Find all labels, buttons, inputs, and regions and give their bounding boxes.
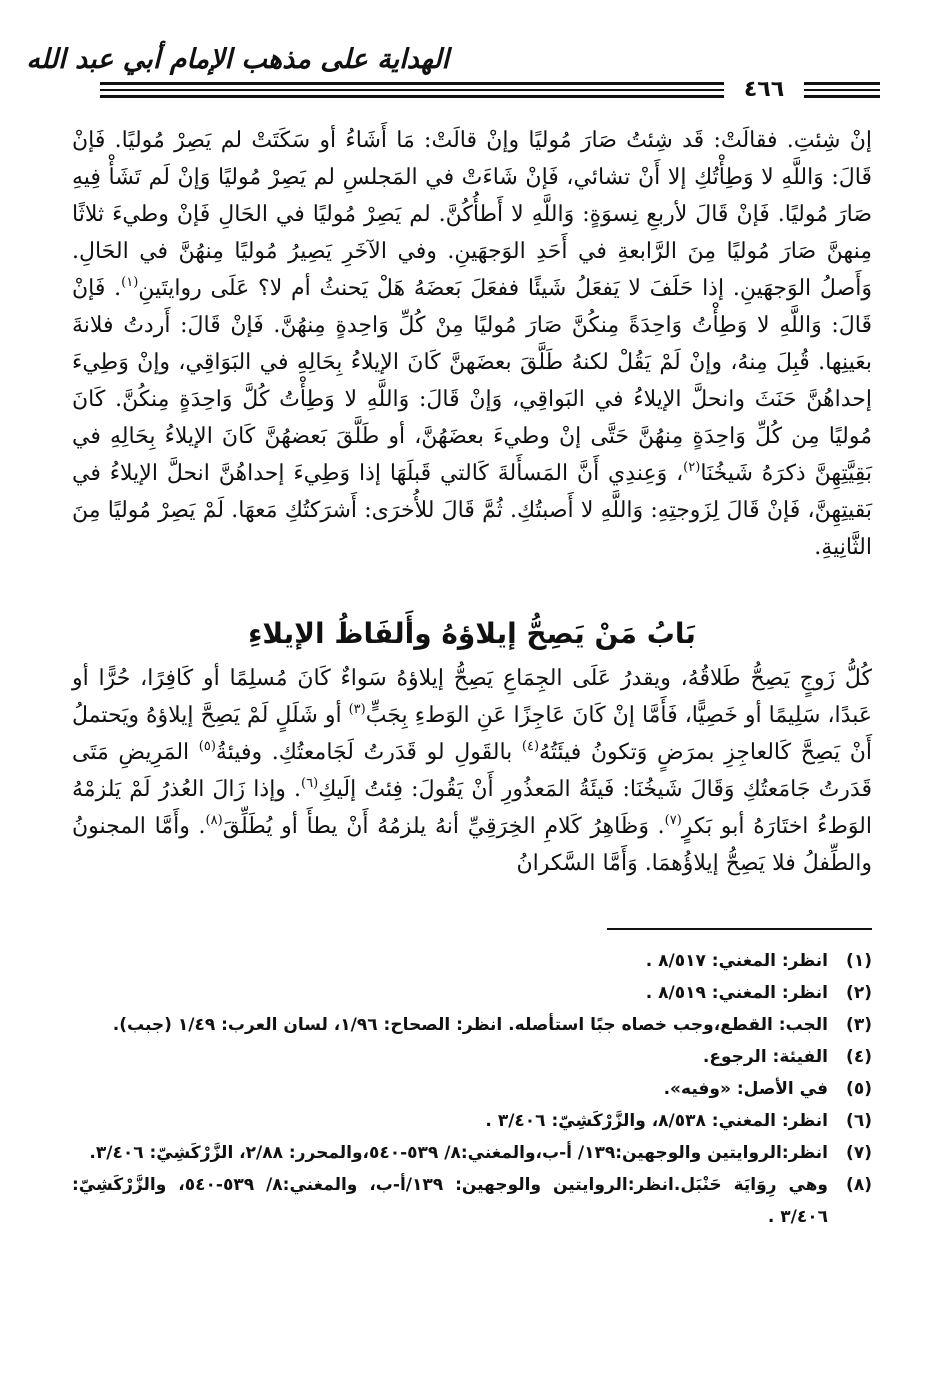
footnote-text: الفيئة: الرجوع.: [702, 1047, 828, 1067]
footnote-ref[interactable]: (١): [121, 275, 139, 290]
main-paragraph: [72, 122, 872, 566]
text-segment: . وأَمَّا المجنونُ والطِّفلُ فلا يَصِحُّ إيلاؤُهمَا. وَأَمَّا السَّكرانُ: [72, 814, 872, 876]
text-segment: . فَإنْ قَالَ: وَاللَّهِ لا وَطِأْتُ وَاحِدَةً مِنكُنَّ صَارَ مُوليًا مِنْ كُلِّ وَاحِدةٍ مِنهُنَّ. فَإنْ قَالَ: أَردتُ فلانةَ بعَينِها. قُبِلَ مِنهُ، وإنْ لَمْ يَقُلْ لكنهُ طَلَّقَ بعضَهنَّ كَانَ الإيلاءُ بِحَالِهِ في البَوَاقِي، وإنْ وَطِيءَ إحداهُنَّ حَنَثَ وانحلَّ الإيلاءُ في البَواقِي، وَإنْ قَالَ: وَاللَّهِ لا وَطِأْتُ كُلَّ وَاحِدَةٍ مِنكُنَّ. كَانَ مُوليًا مِن كُلِّ وَاحِدَةٍ مِنهُنَّ حَتَّى إنْ وطيءَ بعضَهُنَّ، أو طَلَّقَ بَعضهُنَّ كَانَ الإيلاءُ بِحَالِهِ في بَقِيَّتِهِنَّ ذكرَهُ شَيخُنَا: [72, 276, 872, 486]
footnote-item: [72, 945, 872, 977]
footnote-item: [72, 1073, 872, 1105]
footnote-ref[interactable]: (٣): [348, 702, 366, 717]
footnote-item: [72, 1137, 872, 1169]
footnote-ref[interactable]: (٨): [205, 813, 223, 828]
footnote-item: [72, 1105, 872, 1137]
footnote-ref[interactable]: (٦): [301, 776, 319, 791]
footnote-text: انظر: المغني: ٨/٥٣٨، والزَّرْكَشِيّ: ٣/٤٠٦ .: [485, 1111, 828, 1131]
footnote-item: [72, 1009, 872, 1041]
footnote-number: (٣): [846, 1015, 872, 1035]
footnote-text: وهي رِوَايَة حَنْبَل.انظر:الروايتين والوجهين: ١٣٩/أ-ب، والمغني:٨/ ٥٣٩-٥٤٠، والزَّرْكَشِيّ: ٣/٤٠٦ .: [72, 1175, 828, 1227]
text-segment: كُلُّ زَوجٍ يَصِحُّ طَلاقُهُ، ويقدرُ عَلَى الجِمَاعِ يَصِحُّ إيلاؤهُ سَواءٌ كَانَ مُسلِمًا أو كَافِرًا، حُرًّا أو عَبدًا، سَلِيمًا أو خَصِيًّا، فَأَمَّا إنْ كَانَ عَاجِزًا عَنِ الوَطءِ بِجَبٍّ: [72, 666, 872, 728]
footnote-text: في الأصل: «وفيه».: [663, 1079, 828, 1099]
footnote-text: انظر:الروايتين والوجهين:١٣٩/ أ-ب،والمغني:٨/ ٥٣٩-٥٤٠،والمحرر: ٢/٨٨، الزَّرْكَشِيّ: ٣/٤٠٦.: [89, 1143, 828, 1163]
footnote-text: الجب: القطع،وجب خصاه جبًا استأصله. انظر: الصحاح: ١/٩٦، لسان العرب: ١/٤٩ (جبب).: [112, 1015, 828, 1035]
footnote-text: انظر: المغني: ٨/٥١٩ .: [645, 983, 828, 1003]
footnote-ref[interactable]: (٢): [683, 460, 701, 475]
section-text-block: [72, 660, 872, 882]
text-segment: إنْ شِئتِ. فقالَتْ: قَد شِئتُ صَارَ مُوليًا وإنْ قالَتْ: مَا أَشَاءُ أو سَكَتَتْ لم يَصِرْ مُوليًا. فَإنْ قَالَ: وَاللَّهِ لا وَطِأْتُكِ إلا أَنْ تشائي، فَإنْ شَاءَتْ في المَجلسِ لم يَصِرْ مُوليًا وَإنْ لَم تَشَأْ فِيهِ صَارَ مُوليًا. فَإنْ قَالَ لأربعِ نِسوَةٍ: وَاللَّهِ لا أَطأُكُنَّ. لم يَصِرْ مُوليًا في الحَالِ فَإنْ وطيءَ ثلاثًا مِنهنَّ صَارَ مُوليًا مِنَ الرَّابعةِ في أَحَدِ الوَجهَينِ. وفي الآخَرِ يَصِيرُ مُوليًا مِنهُنَّ في الحَالِ. وَأَصلُ الوَجهَينِ. إذا حَلَفَ لا يَفعَلُ شَيئًا ففعَلَ بَعضَهُ هَلْ يَحنثُ أم لا؟ عَلَى روايتَينِ: [72, 128, 872, 301]
text-segment: . وإذا زَالَ العُذرُ لَمْ يَلزمْهُ الوَطءُ اختَارَهُ أبو بَكرٍ: [72, 777, 872, 839]
footnote-item: [72, 1169, 872, 1233]
section-paragraph: [72, 660, 872, 882]
footnote-number: (٨): [846, 1175, 872, 1195]
text-segment: المَرِيضِ مَتَى قَدَرتُ جَامَعتُكِ وَقَالَ شَيخُنَا: فَيئَةُ المَعذُورِ أَنْ يَقُولَ: فِئتُ إلَيكِ: [72, 740, 872, 802]
text-segment: بالقَولِ لو قَدَرتُ لَجَامعتُكِ. وفيئةُ: [215, 740, 522, 765]
footnote-number: (٥): [846, 1079, 872, 1099]
footnotes-list: [72, 945, 872, 1233]
text-segment: أو شَلَلٍ لَمْ يَصِحَّ إيلاؤهُ ويَحتملُ أَنْ يَصِحَّ كَالعاجِزِ بمرَضٍ وَتكونُ فيئَتُهُ: [72, 703, 872, 765]
footnote-number: (٢): [846, 983, 872, 1003]
footnote-number: (١): [846, 951, 872, 971]
footnote-ref[interactable]: (٥): [198, 739, 216, 754]
footnote-ref[interactable]: (٤): [521, 739, 540, 754]
running-header-title: الهداية على مذهب الإمام أبي عبد الله: [26, 44, 449, 75]
footnote-number: (٤): [846, 1047, 872, 1067]
footnote-separator: [607, 928, 872, 930]
footnote-ref[interactable]: (٧): [664, 813, 682, 828]
section-heading: بَابُ مَنْ يَصِحُّ إيلاؤهُ وأَلفَاظُ الإيلاءِ: [248, 617, 696, 650]
page-number: ٤٦٦: [724, 76, 804, 104]
footnote-number: (٧): [846, 1143, 872, 1163]
footnote-item: [72, 977, 872, 1009]
footnote-text: انظر: المغني: ٨/٥١٧ .: [645, 951, 828, 971]
main-text-block: [72, 122, 872, 566]
text-segment: . وَظَاهِرُ كَلامِ الخِرَقِيِّ أنهُ يلزمُهُ أَنْ يطأَ أو يُطَلِّقَ: [222, 814, 665, 839]
footnote-number: (٦): [846, 1111, 872, 1131]
text-segment: ، وَعِندِي أَنَّ المَسأَلةَ كَالتي قَبلَهَا إذا وَطِيءَ إحداهُنَّ انحلَّ الإيلاءُ في بَقيتِهِنَّ، فَإنْ قَالَ لِزَوجتِهِ: وَاللَّهِ لا أَصبتُكِ. ثُمَّ قَالَ للأُخرَى: أَشرَكتُكِ مَعهَا. لَمْ يَصِرْ مُوليًا مِنَ الثَّانِيةِ.: [72, 461, 872, 560]
footnote-item: [72, 1041, 872, 1073]
